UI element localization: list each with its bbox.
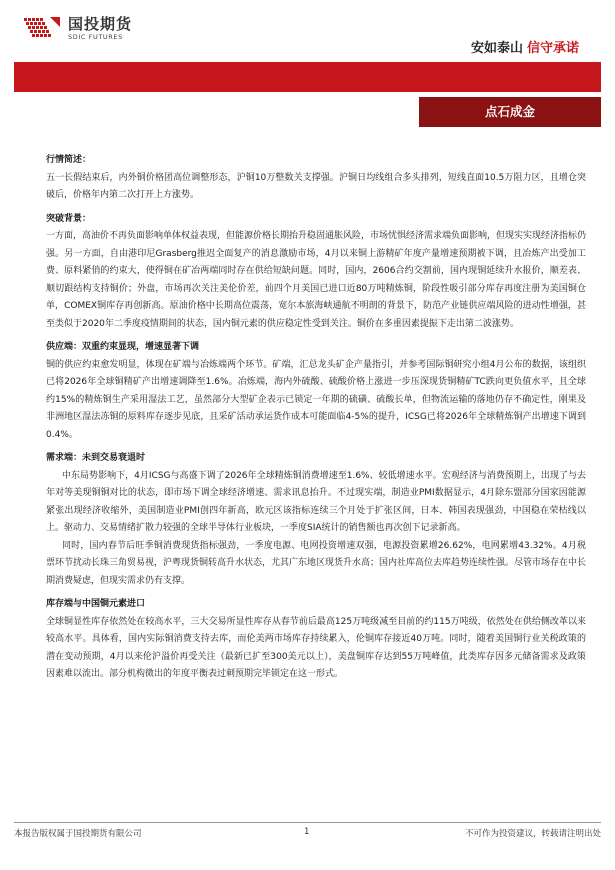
sdic-logo-icon (22, 14, 62, 42)
footer-divider (14, 822, 601, 823)
slogan (471, 37, 579, 56)
header-red-banner (14, 62, 601, 92)
slogan-part-1: 安如泰山 (470, 41, 523, 56)
logo-chinese-text: 国投期货 (68, 14, 133, 33)
section-heading: 供应端：双重约束显现，增速显著下调 (46, 342, 200, 352)
logo-english-text: SDIC FUTURES (68, 32, 123, 41)
paragraph: 中东局势影响下，4月ICSG与高盛下调了2026年全球精炼铜消费增速至1.6%、较低增速水平。宏观经济与消费预期上，出现了与去年对等美现铜铜对比的状态，即市场下调全球经济增速、需求讯息抬升。不过现实端，制造业PMI数据显示，4月除东盟部分国家因能源紧张出现经济收缩外，美国制造业PMI创四年新高，欧元区该指标连续三个月处于扩张区间，日本、韩国表现强劲，中国稳在荣枯线以上。驱动力、交易情绪扩散力较强的全球半导体行业板块，一季度SIA统计的销售额也再次创下记录新高。 (46, 470, 586, 533)
page-number: 1 (304, 827, 310, 837)
section-heading: 行情简述： (46, 155, 92, 165)
paragraph: 五一长假结束后，内外铜价格团高位调整形态，沪铜10万整数关支撑强。沪铜日均线组合多头排列，短线直面10.5万阻力区，且增仓突破后，价格年内第二次打开上方涨势。 (46, 172, 586, 200)
paragraph: 同时，国内春节后旺季铜消费现货指标强劲，一季度电源、电网投资增速双强，电源投资累增26.62%，电网累增43.32%。4月税票环节扰动长珠三角贸易视，沪粤现货铜转高升水状态，尤其广东地区现货升水高；国内社库高位去库趋势连续性强。尽管市场存在中长期消费疑虑，但现实需求仍有支撑。 (46, 540, 587, 586)
section-tag: 点石成金 (419, 97, 601, 127)
paragraph: 铜的供应约束愈发明显，体现在矿端与冶炼端两个环节。矿端，汇总龙头矿企产量指引，并参考国际铜研究小组4月公布的数据，该组织已将2026年全球铜精矿产出增速调降至1.6%。冶炼端，海内外硫酸、硫酸价格上涨进一步压深现货铜精矿TC跌向更负值水平，且全球约15%的精炼铜生产采用湿法工艺，虽然部分大型矿企表示已锁定一年期的硫磺、硫酸长单，但物流运输的落地仍存不确定性，刚果及非洲地区湿法冻铜的原料库存逐步见底，且采矿活动承运货作成本可能面临4-5%的提升，ICSG已将2026年全球精炼铜产出增速下调到0.4%。 (46, 359, 586, 440)
paragraph: 一方面，高油价不再负面影响单体权益表现，但能源价格长期抬升稳固通胀风险，市场忧惧经济需求端负面影响，但现实实现经济指标仍强。另一方面，自由港印尼Grasberg推迟全面复产的消息激励市场，4月以来铜上游精矿年度产量增速预期被下调，且冶炼产出受加工费、原料紧俏的约束大，使得铜在矿冶两端同时存在供给短缺问题。同时，国内，2606合约交割前，国内现铜延续升水报价，顺差表、顺切跟结构支持铜价；外盘，市场再次关注美伦价差，前四个月美国已进口近80万吨精炼铜，阶段性吸引部分库存再度注册为美国铜仓单，COMEX铜库存再创新高。原油价格中长期高位震荡，宽尔本旅海峡通航不明朗的背景下，防范产业链供应端风险的进动性增强，甚至类似于2020年二季度疫情期间的状态，国内铜元素的供应稳定性受到关注。铜价在多重因素提振下走出第二波涨势。 (46, 231, 587, 329)
section-heading: 突破背景： (46, 213, 92, 224)
report-body (46, 152, 586, 684)
page-header (0, 0, 615, 62)
company-logo (22, 14, 132, 42)
footer-disclaimer: 不可作为投资建议，转载请注明出处 (464, 829, 601, 839)
footer-copyright: 本报告版权属于国投期货有限公司 (14, 829, 142, 839)
section-heading: 库存端与中国铜元素进口 (46, 599, 146, 609)
slogan-part-2: 信守承诺 (526, 41, 579, 56)
paragraph: 全球铜显性库存依然处在较高水平，三大交易所显性库存从春节前后最高125万吨级减至目前的约115万吨级，依然处在供给侧改革以来较高水平。具体看，国内实际铜消费支持去库，而伦美两市场库存持续累入，伦铜库存接近40万吨。同时，随着美国铜行业关税政策的潜在变动预期，4月以来伦沪溢价再受关注（最新已扩至300美元以上），美盘铜库存达到55万吨峰值，此类库存因多元储备需求及政策因素难以流出。部分机构微出的年度平衡表过刺预期完毕锁定在这一形式。 (46, 616, 586, 679)
section-heading: 需求端：未到交易衰退时 (46, 453, 146, 463)
